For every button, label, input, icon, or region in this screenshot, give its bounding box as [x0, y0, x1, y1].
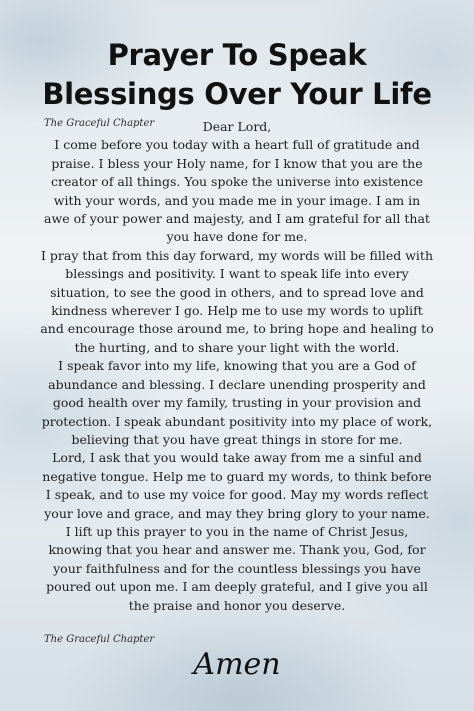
prayer-line: protection. I speak abundant positivity into my place of work, — [41, 413, 433, 429]
prayer-line: good health over my family, trusting in your provision and — [52, 395, 422, 411]
watermark-top: The Graceful Chapter — [44, 118, 155, 129]
watermark-bottom: The Graceful Chapter — [44, 634, 155, 645]
prayer-line: you have done for me. — [166, 229, 308, 245]
prayer-line: blessings and positivity. I want to speak life into every — [65, 266, 409, 282]
prayer-line: I lift up this prayer to you in the name of Christ Jesus, — [65, 523, 409, 539]
page-title — [0, 36, 474, 114]
prayer-line: praise. I bless your Holy name, for I know that you are the — [51, 155, 423, 171]
prayer-line: abundance and blessing. I declare unending prosperity and — [48, 376, 426, 392]
prayer-line: Lord, I ask that you would take away from me a sinful and — [52, 450, 422, 466]
prayer-line: kindness wherever I go. Help me to use my words to uplift — [51, 303, 423, 319]
title-line-2: Blessings Over Your Life — [42, 77, 432, 111]
prayer-line: your love and grace, and may they bring glory to your name. — [44, 505, 430, 521]
prayer-line: poured out upon me. I am deeply grateful, and I give you all — [46, 579, 428, 595]
prayer-line: the praise and honor you deserve. — [128, 597, 346, 613]
closing-amen: Amen — [193, 647, 281, 682]
prayer-line: I pray that from this day forward, my words will be filled with — [41, 247, 433, 263]
prayer-line: believing that you have great things in store for me. — [71, 431, 403, 447]
prayer-line: knowing that you hear and answer me. Thank you, God, for — [48, 542, 426, 558]
prayer-body — [30, 118, 444, 615]
prayer-line: your faithfulness and for the countless blessings you have — [53, 560, 421, 576]
prayer-line: creator of all things. You spoke the universe into existence — [50, 174, 424, 190]
prayer-line: situation, to see the good in others, and to spread love and — [50, 284, 424, 300]
prayer-line: negative tongue. Help me to guard my words, to think before — [42, 468, 432, 484]
prayer-line: and encourage those around me, to bring hope and healing to — [40, 321, 434, 337]
prayer-line: I come before you today with a heart full of gratitude and — [54, 137, 420, 153]
prayer-line: Dear Lord, — [202, 119, 272, 134]
prayer-line: I speak, and to use my voice for good. May my words reflect — [45, 487, 429, 503]
prayer-line: awe of your power and majesty, and I am grateful for all that — [44, 211, 430, 227]
title-line-1: Prayer To Speak — [107, 38, 367, 72]
prayer-line: I speak favor into my life, knowing that you are a God of — [58, 358, 416, 374]
prayer-line: the hurting, and to share your light with the world. — [74, 339, 400, 355]
prayer-line: with your words, and you made me in your image. I am in — [53, 192, 421, 208]
